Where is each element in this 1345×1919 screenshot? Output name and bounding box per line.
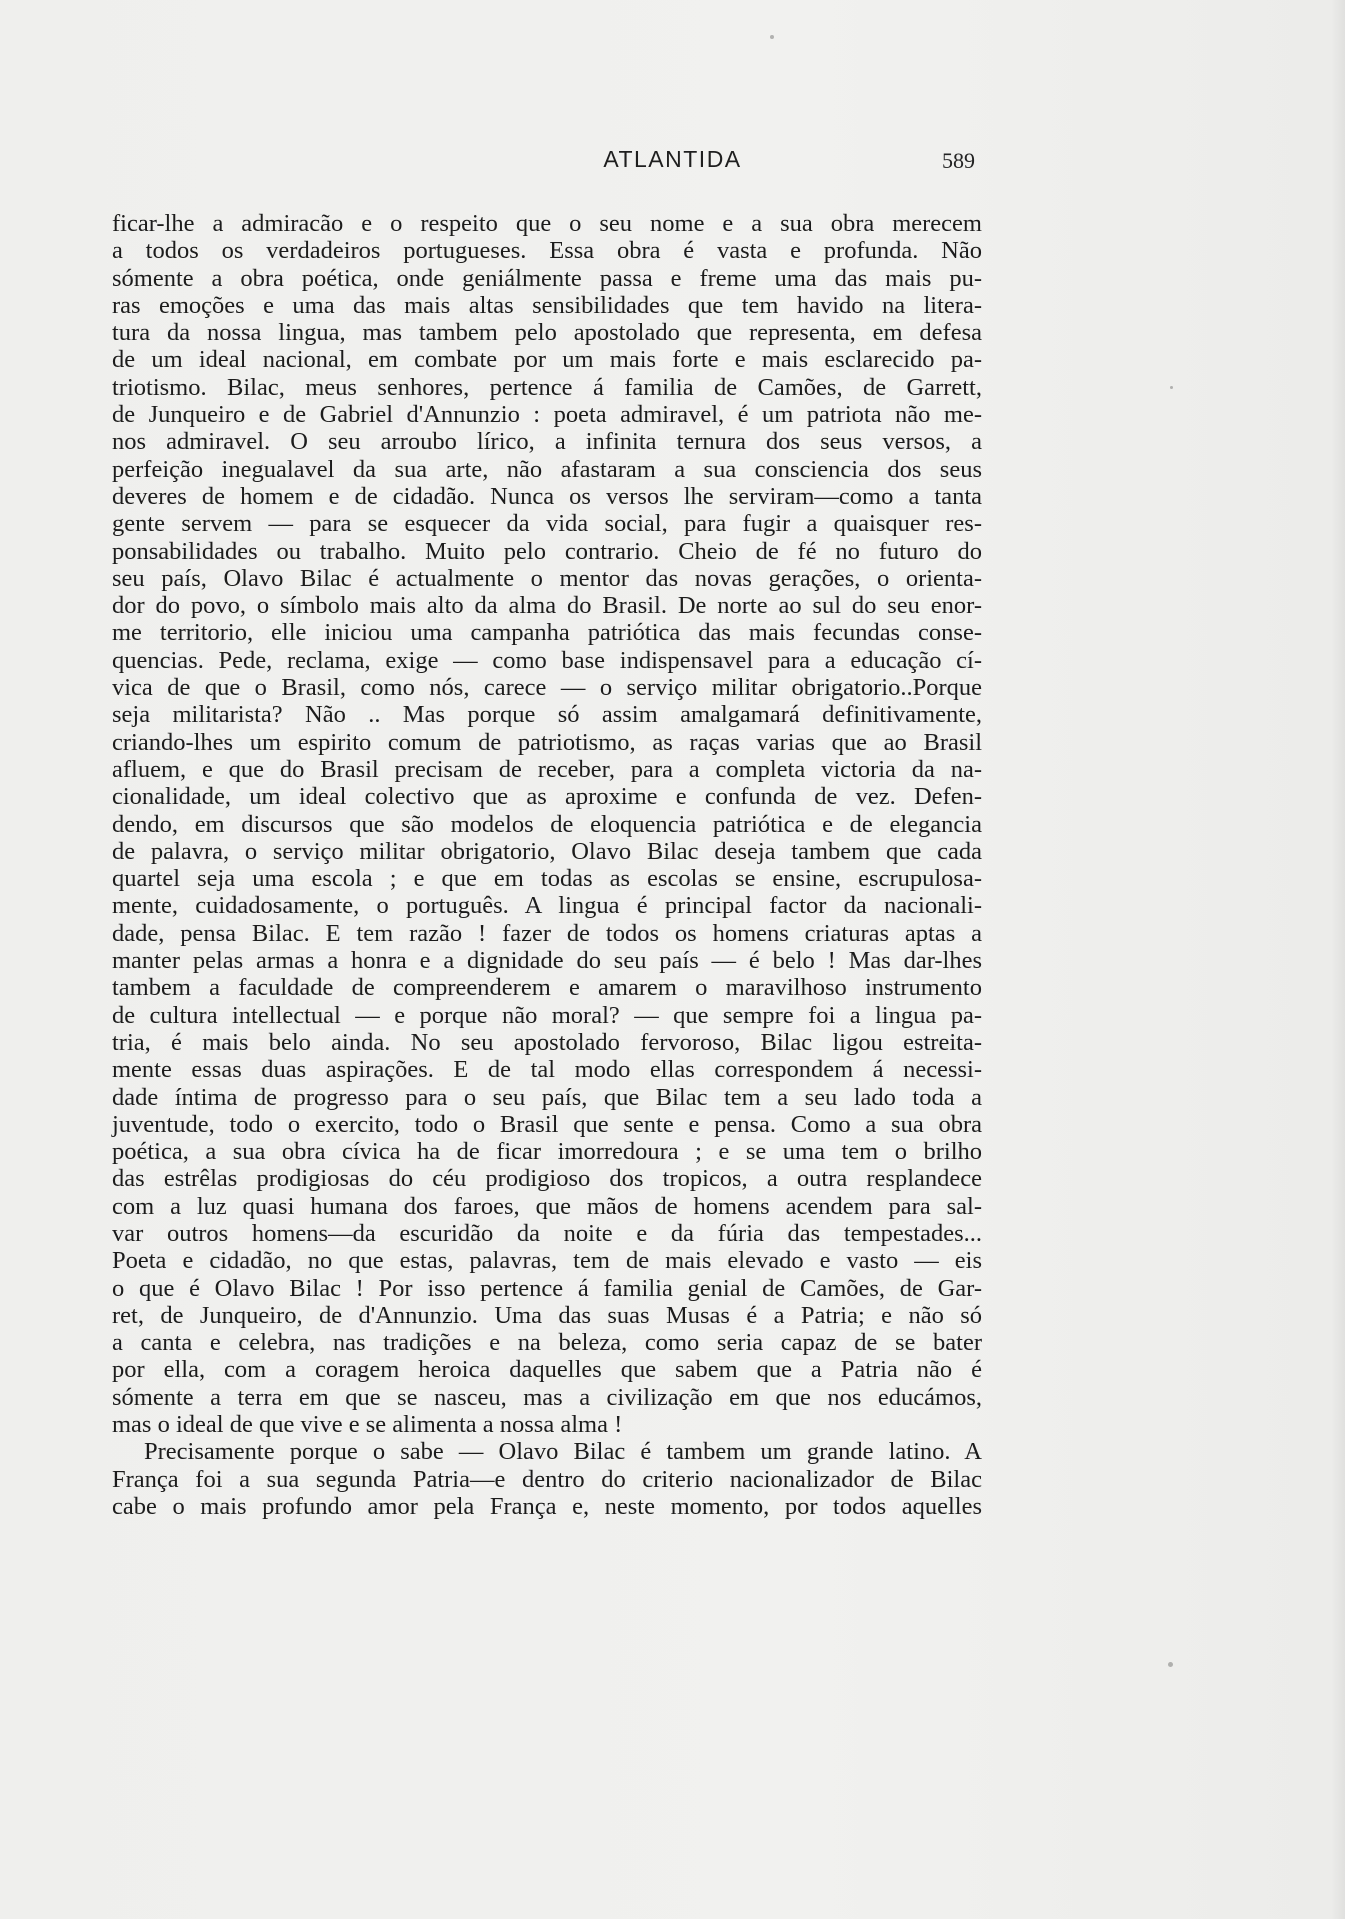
text-line: quencias. Pede, reclama, exige — como base indispensavel para a educação cí-: [112, 646, 982, 674]
text-line: dendo, em discursos que são modelos de eloquencia patriótica e de elegancia: [112, 810, 982, 838]
text-line: de um ideal nacional, em combate por um mais forte e mais esclarecido pa-: [112, 346, 982, 374]
text-line: tambem a faculdade de compreenderem e amarem o maravilhoso instrumento: [112, 974, 982, 1002]
text-line: dor do povo, o símbolo mais alto da alma do Brasil. De norte ao sul do seu enor-: [112, 592, 982, 620]
text-line: mente, cuidadosamente, o português. A lingua é principal factor da nacionali-: [112, 892, 982, 920]
text-line: o que é Olavo Bilac ! Por isso pertence á familia genial de Camões, de Gar-: [112, 1274, 982, 1302]
text-line: sómente a obra poética, onde geniálmente passa e freme uma das mais pu-: [112, 264, 982, 292]
text-line: das estrêlas prodigiosas do céu prodigioso dos tropicos, a outra resplandece: [112, 1165, 982, 1193]
text-line: seu país, Olavo Bilac é actualmente o mentor das novas gerações, o orienta-: [112, 564, 982, 592]
text-line: com a luz quasi humana dos faroes, que mãos de homens acendem para sal-: [112, 1192, 982, 1220]
text-line: var outros homens—da escuridão da noite e da fúria das tempestades...: [112, 1219, 982, 1247]
text-line: Precisamente porque o sabe — Olavo Bilac é tambem um grande latino. A: [144, 1438, 982, 1466]
page-header: [0, 144, 1345, 174]
text-line: de palavra, o serviço militar obrigatorio, Olavo Bilac deseja tambem que cada: [112, 837, 982, 865]
text-line: vica de que o Brasil, como nós, carece — o serviço militar obrigatorio..Porque: [112, 674, 982, 702]
text-line: quartel seja uma escola ; e que em todas as escolas se ensine, escrupulosa-: [112, 865, 982, 893]
text-line: ras emoções e uma das mais altas sensibilidades que tem havido na litera-: [112, 291, 982, 319]
text-line: afluem, e que do Brasil precisam de receber, para a completa victoria da na-: [112, 755, 982, 783]
text-line: ponsabilidades ou trabalho. Muito pelo contrario. Cheio de fé no futuro do: [112, 537, 982, 565]
text-line: dade íntima de progresso para o seu país, que Bilac tem a seu lado toda a: [112, 1083, 982, 1111]
text-line: a canta e celebra, nas tradições e na beleza, como seria capaz de se bater: [112, 1329, 982, 1357]
text-line: deveres de homem e de cidadão. Nunca os versos lhe serviram—como a tanta: [112, 482, 982, 510]
text-line: por ella, com a coragem heroica daquelles que sabem que a Patria não é: [112, 1356, 982, 1384]
text-line: tria, é mais belo ainda. No seu apostolado fervoroso, Bilac ligou estreita-: [112, 1028, 982, 1056]
text-line: ret, de Junqueiro, de d'Annunzio. Uma das suas Musas é a Patria; e não só: [112, 1301, 982, 1329]
text-line: nos admiravel. O seu arroubo lírico, a infinita ternura dos seus versos, a: [112, 428, 982, 456]
text-line: ficar-lhe a admiracão e o respeito que o seu nome e a sua obra merecem: [112, 210, 982, 237]
running-head: ATLANTIDA: [603, 146, 742, 172]
text-line: mas o ideal de que vive e se alimenta a nossa alma !: [112, 1411, 623, 1439]
text-line: poética, a sua obra cívica ha de ficar imorredoura ; e se uma tem o brilho: [112, 1138, 982, 1166]
text-line: criando-lhes um espirito comum de patriotismo, as raças varias que ao Brasil: [112, 728, 982, 756]
text-line: cionalidade, um ideal colectivo que as aproxime e confunda de vez. Defen-: [112, 783, 982, 811]
text-line: manter pelas armas a honra e a dignidade do seu país — é belo ! Mas dar-lhes: [112, 947, 982, 975]
page-number: 589: [942, 148, 975, 173]
text-line: sómente a terra em que se nasceu, mas a civilização em que nos educámos,: [112, 1383, 982, 1411]
text-line: França foi a sua segunda Patria—e dentro do criterio nacionalizador de Bilac: [112, 1465, 982, 1493]
text-line: dade, pensa Bilac. E tem razão ! fazer de todos os homens criaturas aptas a: [112, 919, 982, 947]
text-line: de cultura intellectual — e porque não moral? — que sempre foi a lingua pa-: [112, 1001, 982, 1029]
body-text: [112, 210, 982, 1520]
paper-speck: [1170, 386, 1173, 389]
text-line: a todos os verdadeiros portugueses. Essa obra é vasta e profunda. Não: [112, 237, 982, 265]
text-line: seja militarista? Não .. Mas porque só assim amalgamará definitivamente,: [112, 701, 982, 729]
text-line: mente essas duas aspirações. E de tal modo ellas correspondem á necessi-: [112, 1056, 982, 1084]
text-line: juventude, todo o exercito, todo o Brasil que sente e pensa. Como a sua obra: [112, 1110, 982, 1138]
text-line: tura da nossa lingua, mas tambem pelo apostolado que representa, em defesa: [112, 319, 982, 347]
text-line: cabe o mais profundo amor pela França e, neste momento, por todos aquelles: [112, 1492, 982, 1520]
page-edge-shadow: [1331, 0, 1345, 1919]
paper-speck: [1168, 1662, 1173, 1667]
text-line: perfeição inegualavel da sua arte, não afastaram a sua consciencia dos seus: [112, 455, 982, 483]
text-line: triotismo. Bilac, meus senhores, pertence á familia de Camões, de Garrett,: [112, 373, 982, 401]
paper-speck: [770, 35, 774, 39]
text-line: Poeta e cidadão, no que estas, palavras, tem de mais elevado e vasto — eis: [112, 1247, 982, 1275]
text-line: me territorio, elle iniciou uma campanha patriótica das mais fecundas conse-: [112, 619, 982, 647]
text-line: de Junqueiro e de Gabriel d'Annunzio : poeta admiravel, é um patriota não me-: [112, 401, 982, 429]
text-line: gente servem — para se esquecer da vida social, para fugir a quaisquer res-: [112, 510, 982, 538]
